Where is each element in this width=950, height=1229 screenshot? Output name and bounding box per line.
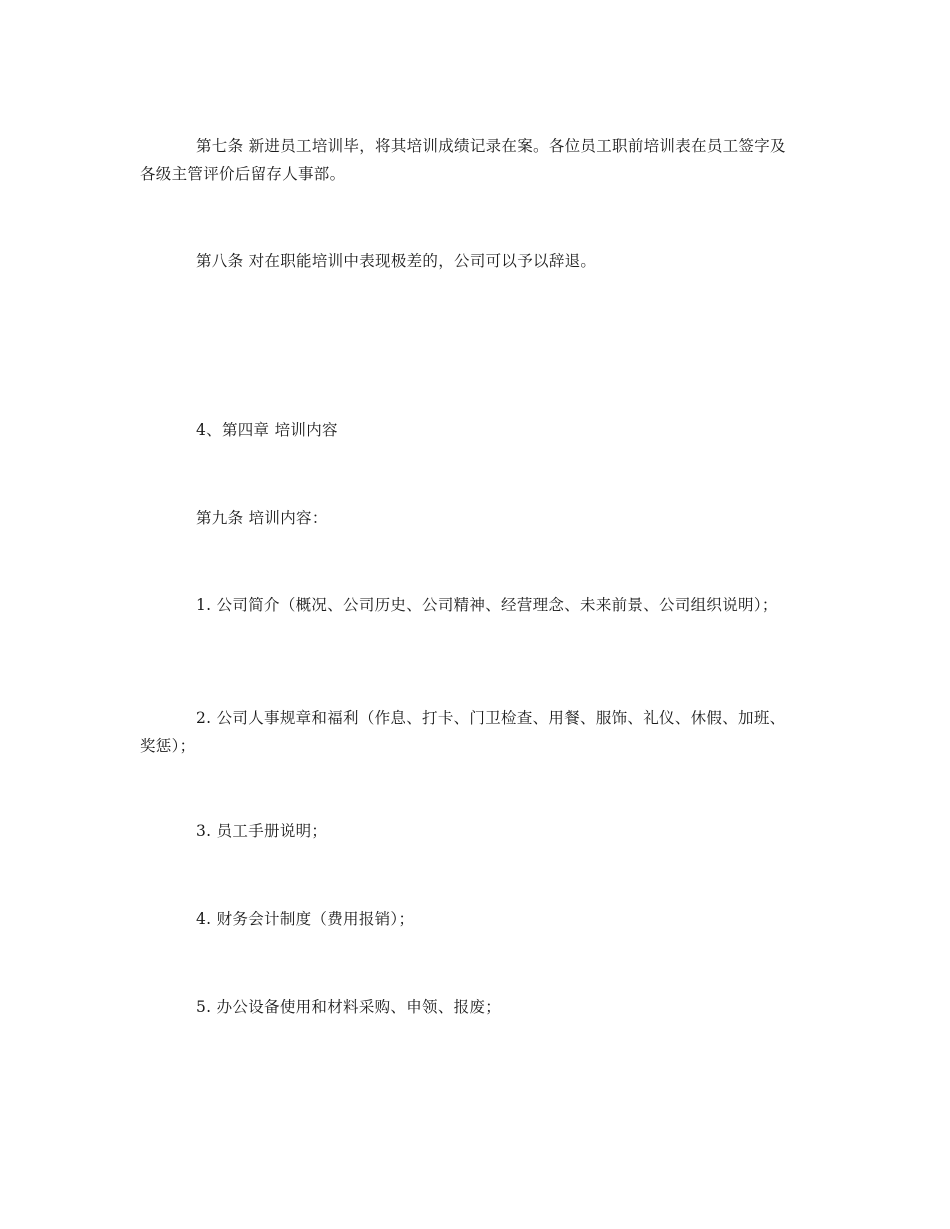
article-8-paragraph: 第八条 对在职能培训中表现极差的，公司可以予以辞退。 (196, 252, 597, 270)
content-item-3: 3. 员工手册说明； (196, 822, 328, 840)
chapter-4-heading: 4、第四章 培训内容 (196, 421, 338, 439)
article-7-paragraph: 第七条 新进员工培训毕，将其培训成绩记录在案。各位员工职前培训表在员工签字及各级主管评价后留存人事部。 (140, 137, 786, 183)
content-item-4: 4. 财务会计制度（费用报销）； (196, 910, 415, 928)
content-item-5: 5. 办公设备使用和材料采购、申领、报废； (196, 998, 502, 1016)
content-item-1: 1. 公司简介（概况、公司历史、公司精神、经营理念、未来前景、公司组织说明）； (196, 596, 778, 614)
content-item-2: 2. 公司人事规章和福利（作息、打卡、门卫检查、用餐、服饰、礼仪、休假、加班、奖惩）； (140, 709, 786, 755)
article-9-paragraph: 第九条 培训内容： (196, 509, 328, 527)
